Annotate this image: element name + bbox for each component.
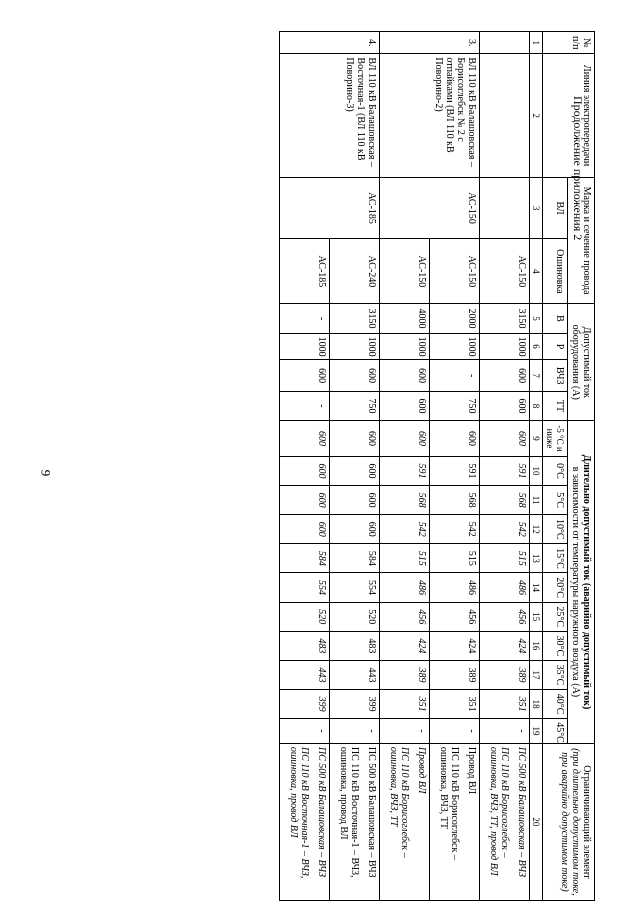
header-wire-group: Марка и сечение провода xyxy=(568,177,595,304)
header-vl: ВЛ xyxy=(543,177,568,239)
header-equip-vchz: ВЧЗ xyxy=(543,360,568,391)
limit-b: ПС 110 кВ Борисоглебск – ошиновка, ВЧЗ, ТТ xyxy=(438,746,460,860)
row-temp: 600 xyxy=(480,421,530,457)
col-index: 8 xyxy=(530,391,543,420)
row-temp: 591 xyxy=(380,456,430,485)
limit-b: ПС 110 кВ Борисоглебск – ошиновка, ВЧЗ, ТТ xyxy=(388,746,410,858)
row-temp: - xyxy=(280,719,330,744)
row-temp: 424 xyxy=(380,631,430,660)
row-r: 1000 xyxy=(380,333,430,360)
col-index: 4 xyxy=(530,239,543,304)
row-vl: АС-185 xyxy=(280,177,380,239)
row-r: 1000 xyxy=(430,333,480,360)
row-otpaika: АС-150 xyxy=(480,239,530,304)
header-temp-3: 10°С xyxy=(543,515,568,544)
row-num: 4. xyxy=(280,32,380,54)
row-temp: 456 xyxy=(480,602,530,631)
row-temp: 515 xyxy=(480,544,530,573)
col-index: 2 xyxy=(530,54,543,177)
limit-a: ПС 500 кВ Балашовская – ВЧЗ xyxy=(316,746,327,878)
row-temp: 389 xyxy=(480,660,530,689)
row-temp: 600 xyxy=(380,421,430,457)
header-temp-7: 30°С xyxy=(543,631,568,660)
row-temp: 424 xyxy=(430,631,480,660)
row-temp: 486 xyxy=(480,573,530,602)
row-temp: 591 xyxy=(480,456,530,485)
col-index: 1 xyxy=(530,32,543,54)
limit-a: Провод ВЛ xyxy=(466,746,477,795)
row-temp: 351 xyxy=(380,690,430,719)
row-limit xyxy=(480,743,530,900)
header-equip-tt: ТТ xyxy=(543,391,568,420)
row-b: 2000 xyxy=(430,304,480,333)
row-temp: 486 xyxy=(380,573,430,602)
row-temp: 515 xyxy=(430,544,480,573)
row-r: 1000 xyxy=(480,333,530,360)
row-temp: 486 xyxy=(430,573,480,602)
header-temp-1: 0°С xyxy=(543,456,568,485)
row-temp: 600 xyxy=(330,456,380,485)
row-otpaika: АС-240 xyxy=(330,239,380,304)
header-temp-2: 5°С xyxy=(543,486,568,515)
row-temp: 456 xyxy=(380,602,430,631)
header-equip-r: Р xyxy=(543,333,568,360)
header-temp-10: 45°С xyxy=(543,719,568,744)
header-temp-4: 15°С xyxy=(543,544,568,573)
col-index: 14 xyxy=(530,573,543,602)
row-temp: 568 xyxy=(430,486,480,515)
row-temp: 443 xyxy=(280,660,330,689)
header-temp-6: 25°С xyxy=(543,602,568,631)
row-b: 3150 xyxy=(330,304,380,333)
row-num xyxy=(480,32,530,54)
row-b: 3150 xyxy=(480,304,530,333)
row-otpaika: АС-150 xyxy=(430,239,480,304)
col-index: 5 xyxy=(530,304,543,333)
row-limit xyxy=(380,743,430,900)
row-temp: 399 xyxy=(330,690,380,719)
header-temp-8: 35°С xyxy=(543,660,568,689)
row-tt: 600 xyxy=(480,391,530,420)
row-line xyxy=(480,54,530,177)
row-temp: 600 xyxy=(280,515,330,544)
row-temp: 554 xyxy=(330,573,380,602)
table-row xyxy=(330,32,380,901)
row-temp: 520 xyxy=(280,602,330,631)
col-index: 17 xyxy=(530,660,543,689)
col-index: 9 xyxy=(530,421,543,457)
row-temp: 600 xyxy=(330,421,380,457)
limit-b: ПС 110 кВ Борисоглебск – ошиновка, ВЧЗ, ТТ, провод ВЛ xyxy=(488,746,510,876)
col-index: 10 xyxy=(530,456,543,485)
header-num: № п/п xyxy=(543,32,595,54)
col-index: 6 xyxy=(530,333,543,360)
row-temp: 456 xyxy=(430,602,480,631)
row-temp: 389 xyxy=(430,660,480,689)
col-index: 15 xyxy=(530,602,543,631)
row-temp: 600 xyxy=(280,486,330,515)
limit-a: ПС 500 кВ Балашовская – ВЧЗ xyxy=(516,746,527,878)
col-index: 18 xyxy=(530,690,543,719)
page-number: 9 xyxy=(38,469,54,477)
limit-b: ПС 110 кВ Восточная-1 – ВЧЗ, ошиновка, провод ВЛ xyxy=(288,746,310,879)
row-temp: 591 xyxy=(430,456,480,485)
row-temp: 351 xyxy=(430,690,480,719)
row-temp: 424 xyxy=(480,631,530,660)
row-tt: - xyxy=(280,391,330,420)
row-vchz: 600 xyxy=(480,360,530,391)
row-temp: 389 xyxy=(380,660,430,689)
row-temp: - xyxy=(430,719,480,744)
col-index: 3 xyxy=(530,177,543,239)
rotated-table-container xyxy=(279,31,595,901)
row-limit xyxy=(280,743,330,900)
limit-a: ПС 500 кВ Балашовская – ВЧЗ xyxy=(366,746,377,878)
col-index: 13 xyxy=(530,544,543,573)
header-temp-5: 20°С xyxy=(543,573,568,602)
header-temp-0: -5 °С и ниже xyxy=(543,421,568,457)
limit-title: Ограничивающий элемент xyxy=(581,765,592,879)
row-r: 1000 xyxy=(330,333,380,360)
row-limit xyxy=(430,743,480,900)
long-current-sub: в зависимости от температуры наружного воздуха (А) xyxy=(570,466,581,698)
row-num: 3. xyxy=(380,32,480,54)
row-tt: 750 xyxy=(430,391,480,420)
col-index: 16 xyxy=(530,631,543,660)
row-vchz: 600 xyxy=(280,360,330,391)
header-temp-9: 40°С xyxy=(543,690,568,719)
col-index: 19 xyxy=(530,719,543,744)
continuation-label: Продолжение приложения 2 xyxy=(571,96,585,241)
row-temp: 600 xyxy=(280,421,330,457)
row-b: 4000 xyxy=(380,304,430,333)
row-vl xyxy=(480,177,530,239)
long-current-title: Длительно допустимый ток (аварийно допустимый ток) xyxy=(581,454,592,710)
row-temp: 568 xyxy=(380,486,430,515)
limit-sub: (при длительно допустимом токе, при аварийно допустимом токе) xyxy=(559,748,581,896)
row-temp: 520 xyxy=(330,602,380,631)
row-temp: - xyxy=(380,719,430,744)
header-equip-group: Допустимый ток оборудования (А) xyxy=(568,304,595,421)
col-index: 7 xyxy=(530,360,543,391)
row-vl: АС-150 xyxy=(380,177,480,239)
row-temp: 542 xyxy=(380,515,430,544)
row-otpaika: АС-185 xyxy=(280,239,330,304)
header-row-1 xyxy=(568,32,595,901)
row-temp: 483 xyxy=(330,631,380,660)
row-vchz: - xyxy=(430,360,480,391)
table-row xyxy=(430,32,480,901)
row-temp: 600 xyxy=(330,486,380,515)
row-temp: 554 xyxy=(280,573,330,602)
row-vchz: 600 xyxy=(330,360,380,391)
row-temp: 351 xyxy=(480,690,530,719)
header-limit xyxy=(543,743,595,900)
row-tt: 600 xyxy=(380,391,430,420)
row-temp: 600 xyxy=(430,421,480,457)
col-index: 11 xyxy=(530,486,543,515)
row-temp: 600 xyxy=(330,515,380,544)
row-temp: 483 xyxy=(280,631,330,660)
current-limits-table xyxy=(279,31,595,901)
row-temp: 542 xyxy=(480,515,530,544)
row-temp: - xyxy=(480,719,530,744)
row-temp: 584 xyxy=(280,544,330,573)
row-temp: 515 xyxy=(380,544,430,573)
limit-a: Провод ВЛ xyxy=(416,746,427,794)
row-line: ВЛ 110 кВ Балашовская – Восточная-1 (ВЛ 110 кВ Поворино-3) xyxy=(280,54,380,177)
column-index-row xyxy=(530,32,543,901)
row-limit xyxy=(330,743,380,900)
row-temp: 568 xyxy=(480,486,530,515)
row-temp: 443 xyxy=(330,660,380,689)
header-equip-b: В xyxy=(543,304,568,333)
row-line: ВЛ 110 кВ Балашовская – Борисоглебск № 2 с отпайками (ВЛ 110 кВ Поворино-2) xyxy=(380,54,480,177)
col-index: 20 xyxy=(530,743,543,900)
row-b: - xyxy=(280,304,330,333)
row-temp: 600 xyxy=(280,456,330,485)
col-index: 12 xyxy=(530,515,543,544)
row-temp: 542 xyxy=(430,515,480,544)
limit-b: ПС 110 кВ Восточная-1 – ВЧЗ, ошиновка, провод ВЛ xyxy=(338,746,360,878)
row-tt: 750 xyxy=(330,391,380,420)
header-long-current xyxy=(568,421,595,744)
row-temp: - xyxy=(330,719,380,744)
header-line: Линия электропередачи xyxy=(543,54,595,177)
row-vchz: 600 xyxy=(380,360,430,391)
row-r: 1000 xyxy=(280,333,330,360)
header-otpaika: Ошиновка xyxy=(543,239,568,304)
row-otpaika: АС-150 xyxy=(380,239,430,304)
row-temp: 584 xyxy=(330,544,380,573)
table-row xyxy=(480,32,530,901)
row-temp: 399 xyxy=(280,690,330,719)
